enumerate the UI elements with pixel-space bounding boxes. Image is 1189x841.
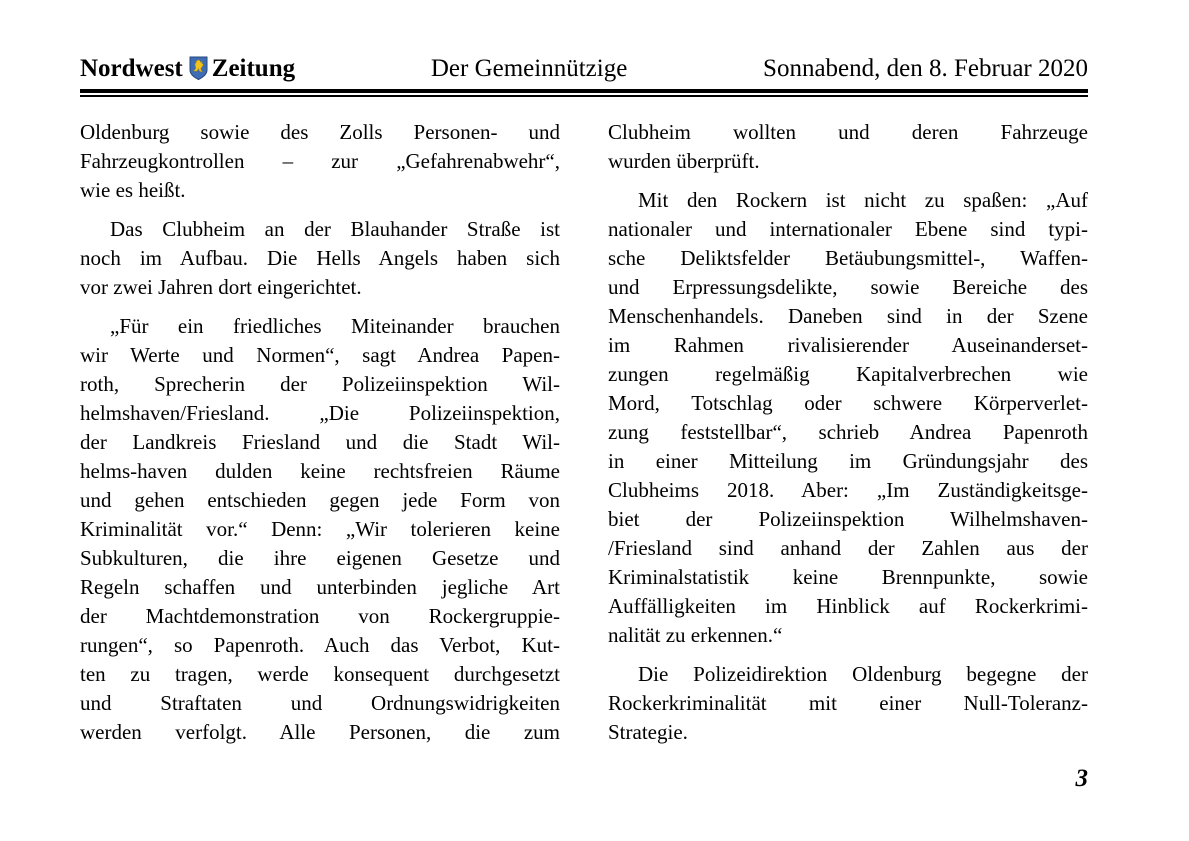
text-line: rungen“, so Papenroth. Auch das Verbot, Kut- — [80, 633, 560, 657]
text-line: und Straftaten und Ordnungswidrigkeiten — [80, 691, 560, 715]
text-line: Oldenburg sowie des Zolls Personen- und — [80, 120, 560, 144]
text-line: Mord, Totschlag oder schwere Körperverlet- — [608, 391, 1088, 415]
coat-of-arms-icon — [189, 56, 208, 80]
text-line: sche Deliktsfelder Betäubungsmittel-, Waffen- — [608, 246, 1088, 270]
text-line: ten zu tragen, werde konsequent durchgesetzt — [80, 662, 560, 686]
text-line: im Rahmen rivalisierender Auseinanderset- — [608, 333, 1088, 357]
text-line: Kriminalstatistik keine Brennpunkte, sowie — [608, 565, 1088, 589]
newspaper-page — [80, 52, 1088, 747]
date-label: Sonnabend, den 8. Februar 2020 — [763, 55, 1088, 82]
paragraph — [80, 312, 560, 747]
article-body — [80, 118, 1088, 747]
text-line: Fahrzeugkontrollen – zur „Gefahrenabwehr“, — [80, 149, 560, 173]
text-line: roth, Sprecherin der Polizeiinspektion Wil- — [80, 372, 560, 396]
text-line: Regeln schaffen und unterbinden jegliche Art — [80, 575, 560, 599]
brand-word-right: Zeitung — [211, 55, 296, 82]
text-line: Die Polizeidirektion Oldenburg begegne der — [638, 662, 1088, 686]
text-line: wir Werte und Normen“, sagt Andrea Papen- — [80, 343, 560, 367]
text-line: Mit den Rockern ist nicht zu spaßen: „Auf — [638, 188, 1088, 212]
text-line: Clubheims 2018. Aber: „Im Zuständigkeitsge- — [608, 478, 1088, 502]
text-line: noch im Aufbau. Die Hells Angels haben sich — [80, 246, 560, 270]
text-line: Das Clubheim an der Blauhander Straße ist — [110, 217, 560, 241]
text-line: Rockerkriminalität mit einer Null-Toleranz- — [608, 691, 1088, 715]
text-line: zung feststellbar“, schrieb Andrea Papenroth — [608, 420, 1088, 444]
text-line: /Friesland sind anhand der Zahlen aus der — [608, 536, 1088, 560]
text-line: „Für ein friedliches Miteinander brauchen — [110, 314, 560, 338]
text-line: Subkulturen, die ihre eigenen Gesetze und — [80, 546, 560, 570]
masthead-divider — [80, 89, 1088, 97]
text-line: nationaler und internationaler Ebene sind typi- — [608, 217, 1088, 241]
text-line: vor zwei Jahren dort eingerichtet. — [80, 275, 362, 299]
text-line: der Machtdemonstration von Rockergruppie- — [80, 604, 560, 628]
text-line: helmshaven/Friesland. „Die Polizeiinspektion, — [80, 401, 560, 425]
text-line: biet der Polizeiinspektion Wilhelmshaven- — [608, 507, 1088, 531]
text-line: der Landkreis Friesland und die Stadt Wil- — [80, 430, 560, 454]
text-line: Clubheim wollten und deren Fahrzeuge — [608, 120, 1088, 144]
text-line: Auffälligkeiten im Hinblick auf Rockerkrimi- — [608, 594, 1088, 618]
left-column — [80, 118, 560, 747]
text-line: in einer Mitteilung im Gründungsjahr des — [608, 449, 1088, 473]
text-line: Kriminalität vor.“ Denn: „Wir tolerieren keine — [80, 517, 560, 541]
paragraph — [608, 660, 1088, 747]
masthead — [80, 52, 1088, 85]
paragraph — [608, 186, 1088, 650]
text-line: zungen regelmäßig Kapitalverbrechen wie — [608, 362, 1088, 386]
page-header-title: Der Gemeinnützige — [430, 55, 628, 82]
text-line: wie es heißt. — [80, 178, 186, 202]
paragraph — [80, 118, 560, 205]
text-line: Strategie. — [608, 720, 688, 744]
page-number: 3 — [1075, 765, 1088, 792]
right-column — [608, 118, 1088, 747]
newspaper-name — [80, 52, 295, 85]
text-line: helms-haven dulden keine rechtsfreien Räume — [80, 459, 560, 483]
text-line: und Erpressungsdelikte, sowie Bereiche des — [608, 275, 1088, 299]
paragraph — [608, 118, 1088, 176]
brand-word-left: Nordwest — [80, 55, 183, 82]
text-line: nalität zu erkennen.“ — [608, 623, 783, 647]
paragraph — [80, 215, 560, 302]
text-line: und gehen entschieden gegen jede Form von — [80, 488, 560, 512]
text-line: wurden überprüft. — [608, 149, 760, 173]
text-line: Menschenhandels. Daneben sind in der Szene — [608, 304, 1088, 328]
text-line: werden verfolgt. Alle Personen, die zum — [80, 720, 560, 744]
